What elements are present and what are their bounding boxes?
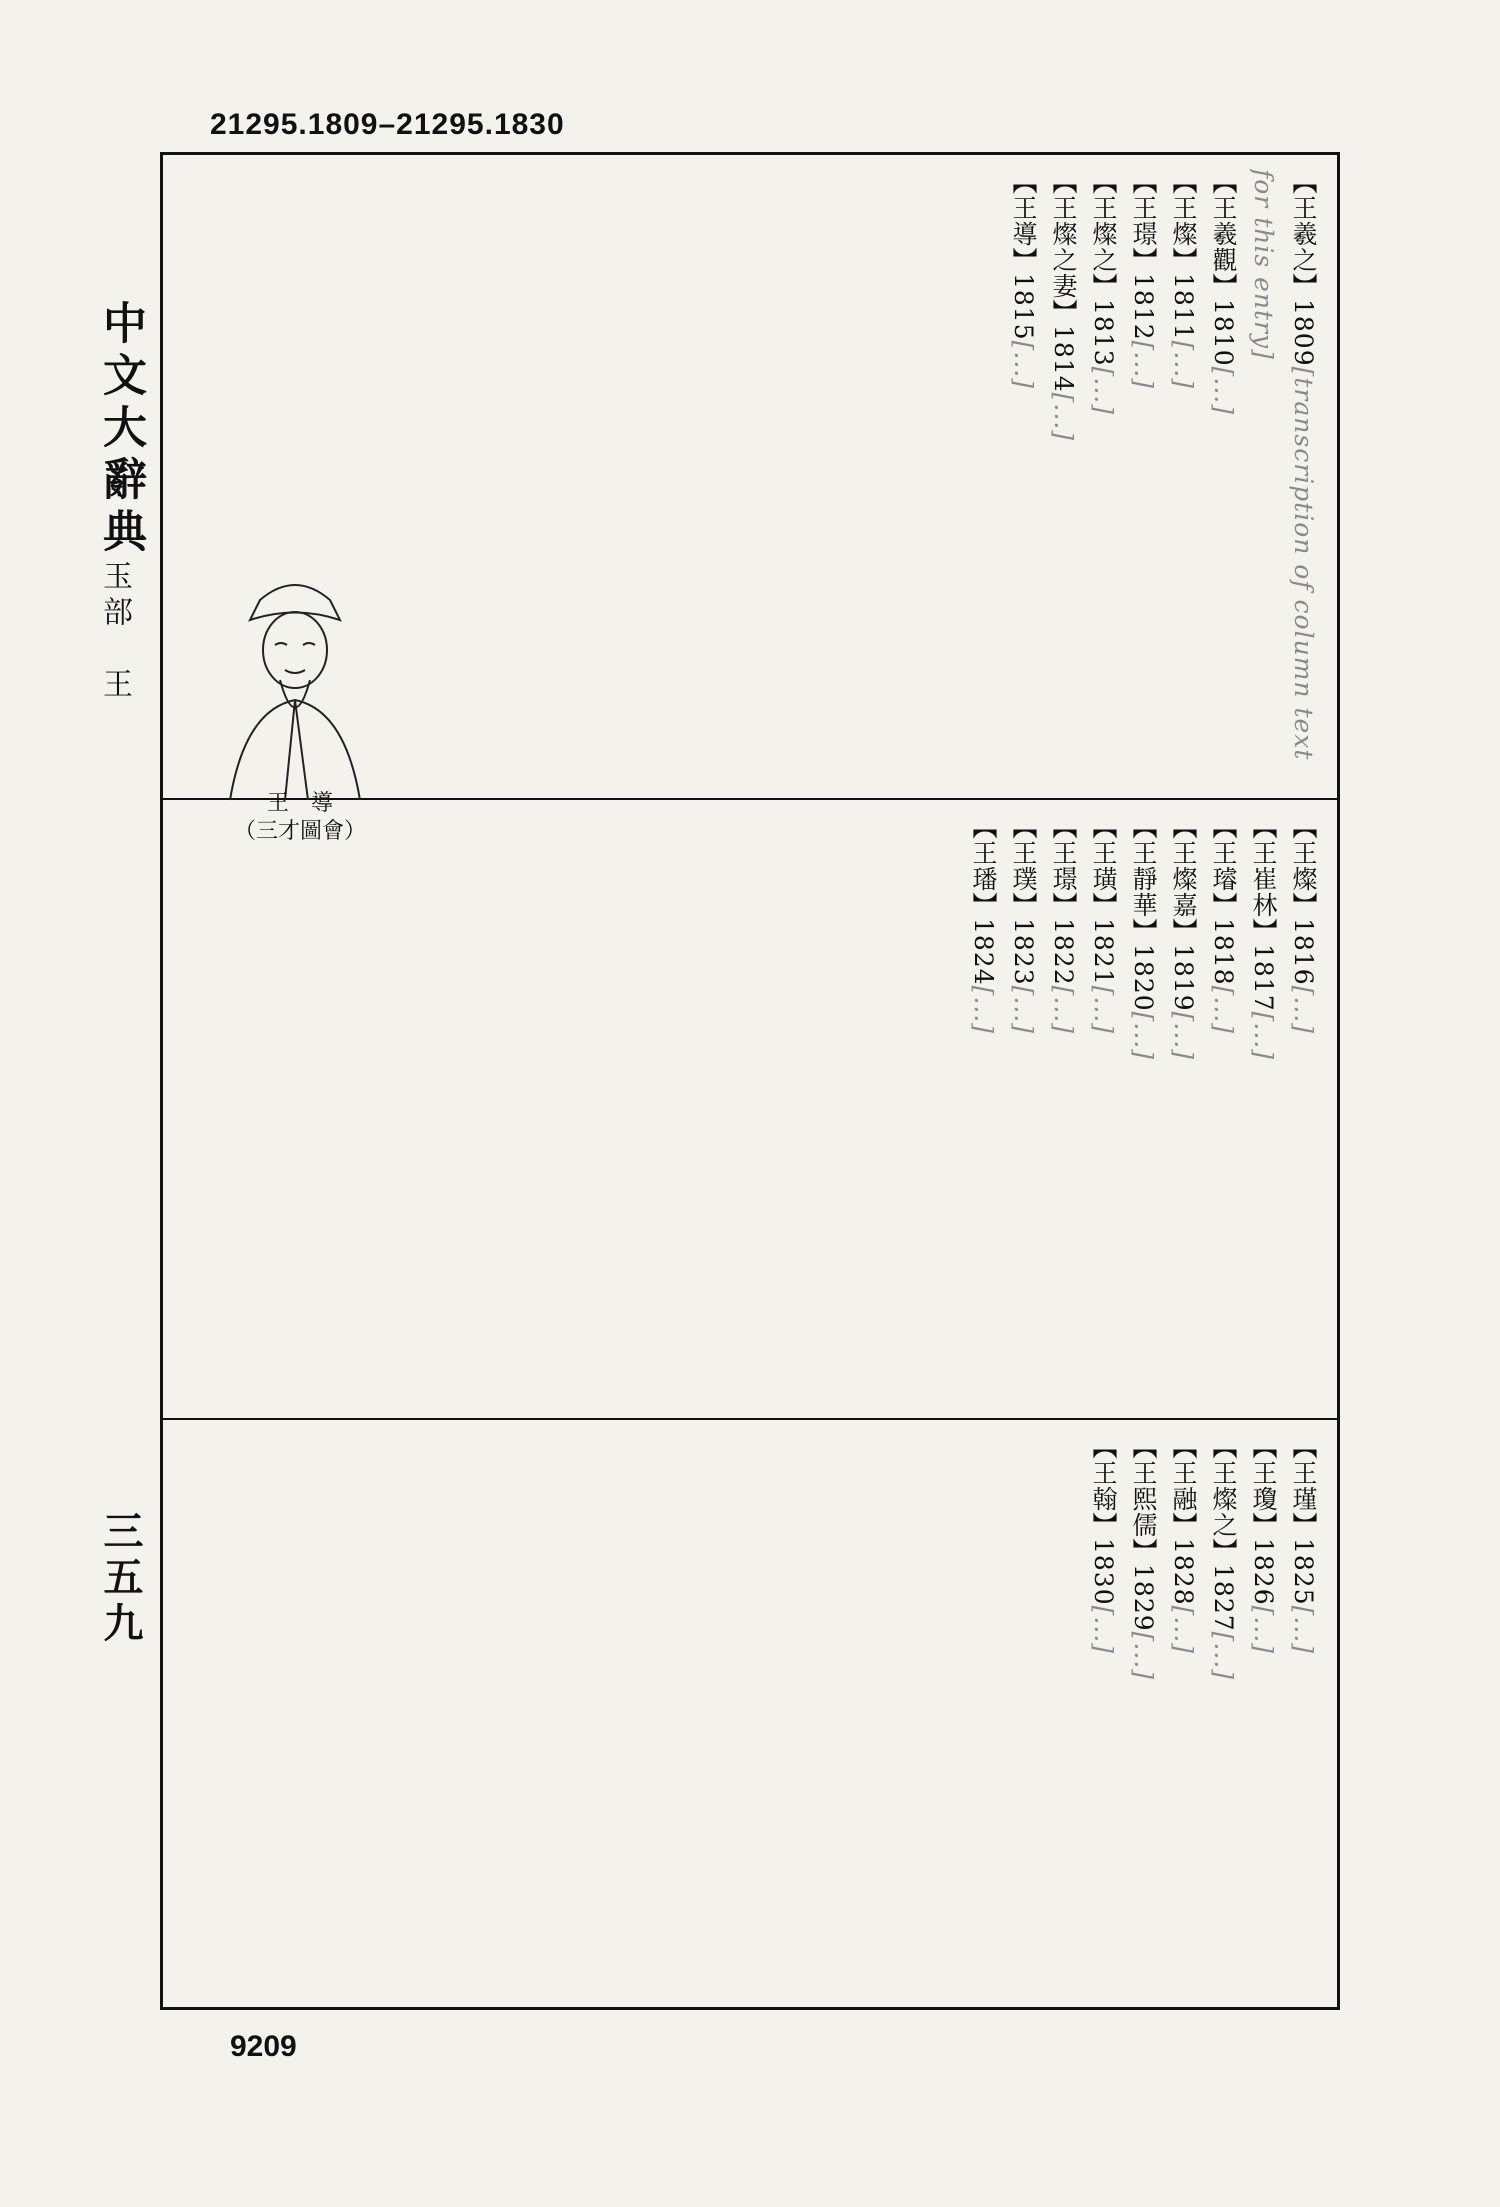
entry-headword: 【王融】1828 <box>1169 1434 1198 1606</box>
dictionary-entry <box>1083 1434 1123 1993</box>
radical-section-label: 玉部 王 <box>97 560 132 704</box>
entry-text: [...] <box>1169 340 1198 389</box>
dictionary-entry <box>1243 1434 1283 1993</box>
entry-text: [...] <box>1249 1605 1278 1654</box>
entry-headword: 【王導】1815 <box>1009 169 1038 341</box>
entry-headword: 【王燦之】1827 <box>1209 1434 1238 1632</box>
entries-text-band-2 <box>177 814 1323 1404</box>
entry-headword: 【王靜華】1820 <box>1129 814 1158 1012</box>
entry-headword: 【王瓊】1826 <box>1249 1434 1278 1606</box>
entry-text: [...] <box>1129 340 1158 389</box>
entry-text: [...] <box>1089 1605 1118 1654</box>
entry-headword: 【王羲觀】1810 <box>1209 169 1238 367</box>
entry-text: [...] <box>1089 366 1118 415</box>
entry-text: [...] <box>1289 985 1318 1034</box>
entry-headword: 【王瑾】1825 <box>1289 1434 1318 1606</box>
entry-text: [...] <box>1129 1011 1158 1060</box>
dictionary-entry <box>1203 814 1243 1404</box>
entry-text: [...] <box>969 985 998 1034</box>
dictionary-entry <box>1083 169 1123 784</box>
entry-text: [transcription of column text for this entry] <box>1249 169 1318 761</box>
entries-band-2 <box>163 800 1337 1420</box>
entry-headword: 【王燦】1816 <box>1289 814 1318 986</box>
dictionary-entry <box>1123 169 1163 784</box>
dictionary-entry <box>1043 169 1083 784</box>
entry-headword: 【王熙儒】1829 <box>1129 1434 1158 1632</box>
entry-headword: 【王璜】1821 <box>1089 814 1118 986</box>
dictionary-title: 中文大辭典 <box>95 300 146 560</box>
entry-headword: 【王璿】1818 <box>1209 814 1238 986</box>
entry-headword: 【王璞】1823 <box>1009 814 1038 986</box>
entry-text: [...] <box>1209 985 1238 1034</box>
entry-text: [...] <box>1009 340 1038 389</box>
dictionary-entry <box>1163 1434 1203 1993</box>
dictionary-entry <box>1243 814 1283 1404</box>
dictionary-entry <box>1123 814 1163 1404</box>
entry-text: [...] <box>1089 985 1118 1034</box>
entry-text: [...] <box>1129 1631 1158 1680</box>
entry-headword: 【王璠】1824 <box>969 814 998 986</box>
dictionary-entry <box>1203 169 1243 784</box>
dictionary-entry <box>1283 1434 1323 1993</box>
portrait-caption-source: （三才圖會） <box>233 819 366 844</box>
entries-frame <box>160 152 1340 2010</box>
entry-headword: 【王燦之妻】1814 <box>1049 169 1078 393</box>
dictionary-entry <box>1083 814 1123 1404</box>
entry-text: [...] <box>1209 1631 1238 1680</box>
entry-text: [...] <box>1289 1605 1318 1654</box>
portrait-caption <box>205 790 395 846</box>
portrait-illustration-icon <box>190 560 400 810</box>
dictionary-entry <box>1003 814 1043 1404</box>
chinese-page-number: 三五九 <box>97 1510 144 1648</box>
entry-text: [...] <box>1049 985 1078 1034</box>
dictionary-entry <box>1283 814 1323 1404</box>
dictionary-entry <box>1163 169 1203 784</box>
page-number: 9209 <box>230 2030 297 2063</box>
entry-text: [...] <box>1209 366 1238 415</box>
dictionary-entry <box>963 814 1003 1404</box>
dictionary-entry <box>1043 814 1083 1404</box>
entry-headword: 【王崔林】1817 <box>1249 814 1278 1012</box>
entry-headword: 【王璟】1812 <box>1129 169 1158 341</box>
entry-text: [...] <box>1249 1011 1278 1060</box>
entry-headword: 【王翰】1830 <box>1089 1434 1118 1606</box>
entry-headword: 【王璟】1822 <box>1049 814 1078 986</box>
entry-text: [...] <box>1049 392 1078 441</box>
entry-text: [...] <box>1169 1605 1198 1654</box>
entry-headword: 【王燦】1811 <box>1169 169 1198 341</box>
entry-headword: 【王燦嘉】1819 <box>1169 814 1198 1012</box>
dictionary-entry <box>1163 814 1203 1404</box>
dictionary-entry <box>1123 1434 1163 1993</box>
portrait-caption-name: 王 導 <box>266 791 333 816</box>
entries-text-band-3 <box>177 1434 1323 1993</box>
dictionary-entry <box>1003 169 1043 784</box>
entry-text: [...] <box>1009 985 1038 1034</box>
page-header-range: 21295.1809–21295.1830 <box>210 108 565 141</box>
entry-text: [...] <box>1169 1011 1198 1060</box>
entry-headword: 【王羲之】1809 <box>1289 169 1318 367</box>
dictionary-entry <box>1243 169 1323 784</box>
entry-headword: 【王燦之】1813 <box>1089 169 1118 367</box>
dictionary-entry <box>1203 1434 1243 1993</box>
entries-band-3 <box>163 1420 1337 2007</box>
